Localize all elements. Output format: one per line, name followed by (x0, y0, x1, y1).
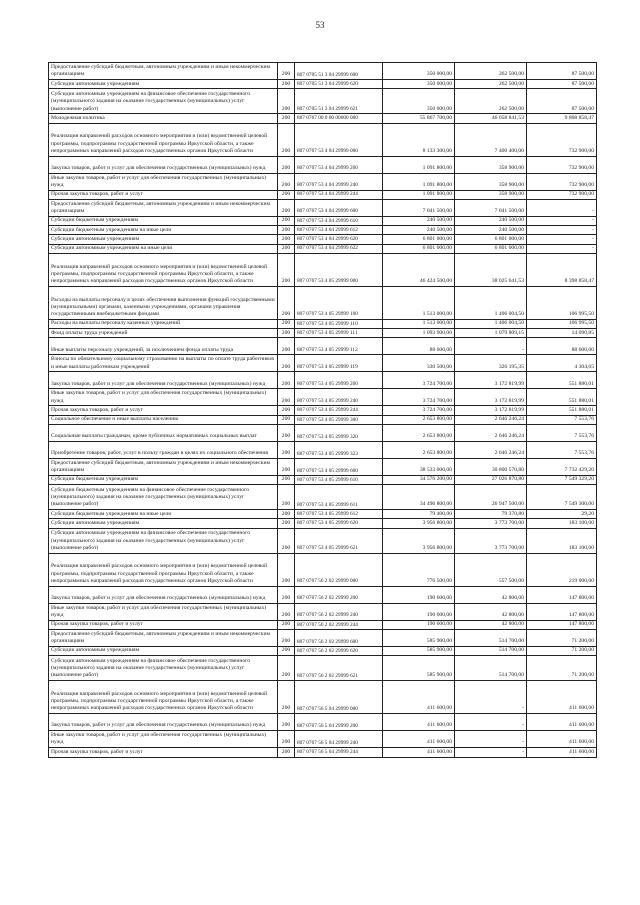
table-row (49, 156, 597, 173)
budget-classification-code-cell: 807 0707 53 4 04 29999 622 (295, 244, 383, 253)
executed-amount-cell: 42 800,00 (455, 620, 527, 629)
approved-amount-cell: 2 653 800,00 (383, 415, 455, 424)
table-row (49, 253, 597, 286)
budget-classification-code-cell: 807 0707 56 2 02 29999 000 (295, 553, 383, 586)
executed-amount-cell: 240 500,00 (455, 216, 527, 225)
expense-name-cell: Иные закупки товаров, работ и услуг для обеспечения государственных (муниципальных) нужд (49, 389, 278, 406)
budget-classification-code-cell: 807 0707 53 4 05 29999 112 (295, 338, 383, 355)
table-row (49, 199, 597, 216)
executed-amount-cell: 42 800,00 (455, 603, 527, 620)
budget-classification-code-cell: 807 0707 53 4 05 29999 300 (295, 415, 383, 424)
budget-classification-code-cell: 807 0705 51 3 04 29999 600 (295, 63, 383, 80)
budget-execution-table (48, 62, 597, 758)
unexecuted-amount-cell: 8 398 858,47 (527, 253, 597, 286)
approved-amount-cell: 350 000,00 (383, 80, 455, 89)
expense-name-cell: Социальное обеспечение и иные выплаты населению (49, 415, 278, 424)
approved-amount-cell: 7 041 500,00 (383, 199, 455, 216)
line-code-cell: 200 (278, 123, 295, 156)
expense-name-cell: Субсидии автономным учреждениям (49, 235, 278, 244)
unexecuted-amount-cell: 7 549 300,00 (527, 485, 597, 510)
approved-amount-cell: 190 600,00 (383, 586, 455, 603)
unexecuted-amount-cell: - (527, 216, 597, 225)
approved-amount-cell: 190 600,00 (383, 620, 455, 629)
budget-classification-code-cell: 807 0707 53 4 04 29999 610 (295, 216, 383, 225)
unexecuted-amount-cell: 411 600,00 (527, 714, 597, 731)
unexecuted-amount-cell: 87 500,00 (527, 63, 597, 80)
table-row (49, 235, 597, 244)
budget-classification-code-cell: 807 0707 53 4 05 29999 240 (295, 389, 383, 406)
unexecuted-amount-cell: 147 800,00 (527, 603, 597, 620)
budget-classification-code-cell: 807 0707 53 4 04 29999 000 (295, 123, 383, 156)
executed-amount-cell: 514 700,00 (455, 629, 527, 646)
budget-classification-code-cell: 807 0707 53 4 05 29999 100 (295, 286, 383, 319)
line-code-cell: 200 (278, 586, 295, 603)
budget-classification-code-cell: 807 0707 53 4 05 29999 200 (295, 372, 383, 389)
unexecuted-amount-cell: 106 995,50 (527, 319, 597, 328)
approved-amount-cell: 190 600,00 (383, 603, 455, 620)
expense-name-cell: Прочая закупка товаров, работ и услуг (49, 406, 278, 415)
approved-amount-cell: 1 091 800,00 (383, 156, 455, 173)
line-code-cell: 200 (278, 553, 295, 586)
table-row (49, 286, 597, 319)
table-row (49, 319, 597, 328)
executed-amount-cell: 7 041 500,00 (455, 199, 527, 216)
executed-amount-cell: 326 195,35 (455, 355, 527, 372)
line-code-cell: 200 (278, 714, 295, 731)
budget-classification-code-cell: 807 0707 53 4 05 29999 610 (295, 475, 383, 484)
line-code-cell: 200 (278, 319, 295, 328)
budget-classification-code-cell: 807 0707 53 4 04 29999 620 (295, 235, 383, 244)
approved-amount-cell: 411 600,00 (383, 681, 455, 714)
approved-amount-cell: 3 956 800,00 (383, 528, 455, 553)
approved-amount-cell: 330 500,00 (383, 355, 455, 372)
executed-amount-cell: - (455, 714, 527, 731)
budget-classification-code-cell: 807 0707 53 4 04 29999 240 (295, 173, 383, 190)
line-code-cell: 200 (278, 389, 295, 406)
approved-amount-cell: 55 867 700,00 (383, 114, 455, 123)
unexecuted-amount-cell: 9 808 858,47 (527, 114, 597, 123)
expense-name-cell: Субсидии автономным учреждениям на финансовое обеспечение государственного (муниципального) задания на оказание государственных (муниципальных) услуг (выполнение работ) (49, 89, 278, 114)
line-code-cell: 200 (278, 216, 295, 225)
budget-classification-code-cell: 807 0707 56 5 04 29999 240 (295, 731, 383, 748)
budget-classification-code-cell: 807 0707 53 4 05 29999 320 (295, 424, 383, 441)
table-row (49, 226, 597, 235)
unexecuted-amount-cell: 732 900,00 (527, 173, 597, 190)
executed-amount-cell: 1 406 004,50 (455, 286, 527, 319)
budget-classification-code-cell: 807 0707 53 4 05 29999 110 (295, 319, 383, 328)
table-row (49, 424, 597, 441)
unexecuted-amount-cell: 71 200,00 (527, 656, 597, 681)
approved-amount-cell: 2 653 800,00 (383, 424, 455, 441)
approved-amount-cell: 1 513 000,00 (383, 319, 455, 328)
expense-name-cell: Закупка товаров, работ и услуг для обеспечения государственных (муниципальных) нужд (49, 586, 278, 603)
approved-amount-cell: 240 500,00 (383, 216, 455, 225)
expense-name-cell: Закупка товаров, работ и услуг для обеспечения государственных (муниципальных) нужд (49, 714, 278, 731)
approved-amount-cell: 350 000,00 (383, 63, 455, 80)
unexecuted-amount-cell: 551 880,01 (527, 406, 597, 415)
approved-amount-cell: 88 600,00 (383, 338, 455, 355)
expense-name-cell: Субсидии автономным учреждениям (49, 80, 278, 89)
executed-amount-cell: 2 646 246,24 (455, 424, 527, 441)
executed-amount-cell: 27 026 870,80 (455, 475, 527, 484)
expense-name-cell: Прочая закупка товаров, работ и услуг (49, 620, 278, 629)
table-row (49, 681, 597, 714)
executed-amount-cell: 7 400 400,00 (455, 123, 527, 156)
budget-classification-code-cell: 807 0707 53 4 04 29999 612 (295, 226, 383, 235)
unexecuted-amount-cell: - (527, 226, 597, 235)
table-row (49, 190, 597, 199)
budget-classification-code-cell: 807 0707 53 4 05 29999 323 (295, 441, 383, 458)
expense-name-cell: Субсидии бюджетным учреждениям на финансовое обеспечение государственного (муниципального) задания на оказание государственных (муниципальных) услуг (выполнение работ) (49, 485, 278, 510)
approved-amount-cell: 1 513 000,00 (383, 286, 455, 319)
executed-amount-cell: 3 773 700,00 (455, 519, 527, 528)
unexecuted-amount-cell: 411 600,00 (527, 748, 597, 757)
executed-amount-cell: 3 172 819,99 (455, 389, 527, 406)
expense-name-cell: Иные выплаты персоналу учреждений, за исключением фонда оплаты труда (49, 338, 278, 355)
line-code-cell: 200 (278, 199, 295, 216)
unexecuted-amount-cell: 732 900,00 (527, 190, 597, 199)
executed-amount-cell: - (455, 748, 527, 757)
budget-classification-code-cell: 807 0707 53 4 04 29999 200 (295, 156, 383, 173)
unexecuted-amount-cell: 732 900,00 (527, 123, 597, 156)
budget-classification-code-cell: 807 0707 56 2 02 29999 244 (295, 620, 383, 629)
executed-amount-cell: 3 172 819,99 (455, 406, 527, 415)
unexecuted-amount-cell: 7 553,76 (527, 441, 597, 458)
approved-amount-cell: 34 576 200,00 (383, 475, 455, 484)
table-row (49, 389, 597, 406)
expense-name-cell: Субсидии автономным учреждениям на иные цели (49, 244, 278, 253)
approved-amount-cell: 3 724 700,00 (383, 406, 455, 415)
table-row (49, 620, 597, 629)
table-row (49, 80, 597, 89)
table-row (49, 586, 597, 603)
approved-amount-cell: 585 900,00 (383, 629, 455, 646)
approved-amount-cell: 3 724 700,00 (383, 389, 455, 406)
line-code-cell: 200 (278, 226, 295, 235)
budget-classification-code-cell: 807 0707 53 4 05 29999 600 (295, 458, 383, 475)
line-code-cell: 200 (278, 528, 295, 553)
unexecuted-amount-cell: 87 500,00 (527, 89, 597, 114)
budget-classification-code-cell: 807 0707 00 0 00 00000 000 (295, 114, 383, 123)
approved-amount-cell: 46 424 500,00 (383, 253, 455, 286)
line-code-cell: 200 (278, 681, 295, 714)
table-row (49, 629, 597, 646)
executed-amount-cell: 1 079 809,15 (455, 329, 527, 338)
budget-classification-code-cell: 807 0707 53 4 05 29999 119 (295, 355, 383, 372)
table-row (49, 406, 597, 415)
executed-amount-cell: 514 700,00 (455, 656, 527, 681)
table-row (49, 656, 597, 681)
expense-name-cell: Приобретение товаров, работ, услуг в пользу граждан в целях их социального обеспечения (49, 441, 278, 458)
unexecuted-amount-cell: 411 600,00 (527, 731, 597, 748)
budget-classification-code-cell: 807 0707 56 2 02 29999 200 (295, 586, 383, 603)
line-code-cell: 200 (278, 253, 295, 286)
budget-classification-code-cell: 807 0707 53 4 05 29999 000 (295, 253, 383, 286)
line-code-cell: 200 (278, 475, 295, 484)
budget-classification-code-cell: 807 0707 53 4 05 29999 244 (295, 406, 383, 415)
page-number: 53 (315, 20, 325, 30)
executed-amount-cell: 557 500,00 (455, 553, 527, 586)
executed-amount-cell: 262 500,00 (455, 63, 527, 80)
approved-amount-cell: 38 533 000,00 (383, 458, 455, 475)
line-code-cell: 200 (278, 519, 295, 528)
executed-amount-cell: - (455, 681, 527, 714)
budget-classification-code-cell: 807 0705 51 3 04 29999 620 (295, 80, 383, 89)
line-code-cell: 200 (278, 235, 295, 244)
approved-amount-cell: 240 500,00 (383, 226, 455, 235)
unexecuted-amount-cell: 106 995,50 (527, 286, 597, 319)
line-code-cell: 200 (278, 406, 295, 415)
expense-name-cell: Предоставление субсидий бюджетным, автономным учреждениям и иным некоммерческим организациям (49, 629, 278, 646)
unexecuted-amount-cell: - (527, 199, 597, 216)
line-code-cell: 200 (278, 656, 295, 681)
executed-amount-cell: 38 025 641,53 (455, 253, 527, 286)
expense-name-cell: Закупка товаров, работ и услуг для обеспечения государственных (муниципальных) нужд (49, 372, 278, 389)
expense-name-cell: Реализация направлений расходов основного мероприятия и (или) ведомственной целевой программы, подпрограммы государственной программы Иркутской области, а также непрограммных направлений расходов государственных органов Иркутской области (49, 681, 278, 714)
budget-classification-code-cell: 807 0707 56 2 02 29999 621 (295, 656, 383, 681)
executed-amount-cell: 30 800 570,80 (455, 458, 527, 475)
approved-amount-cell: 3 724 700,00 (383, 372, 455, 389)
unexecuted-amount-cell: 7 732 429,20 (527, 458, 597, 475)
expense-name-cell: Молодежная политика (49, 114, 278, 123)
table-row (49, 89, 597, 114)
expense-name-cell: Иные закупки товаров, работ и услуг для обеспечения государственных (муниципальных) нужд (49, 731, 278, 748)
budget-classification-code-cell: 807 0707 56 5 04 29999 244 (295, 748, 383, 757)
unexecuted-amount-cell: 183 100,00 (527, 528, 597, 553)
budget-classification-code-cell: 807 0707 53 4 04 29999 244 (295, 190, 383, 199)
executed-amount-cell: 26 947 500,00 (455, 485, 527, 510)
executed-amount-cell: - (455, 338, 527, 355)
approved-amount-cell: 350 000,00 (383, 89, 455, 114)
expense-name-cell: Иные закупки товаров, работ и услуг для обеспечения государственных (муниципальных) нужд (49, 173, 278, 190)
table-row (49, 519, 597, 528)
table-row (49, 528, 597, 553)
expense-name-cell: Субсидии автономным учреждениям (49, 519, 278, 528)
approved-amount-cell: 6 801 000,00 (383, 244, 455, 253)
line-code-cell: 200 (278, 173, 295, 190)
line-code-cell: 200 (278, 620, 295, 629)
unexecuted-amount-cell: 183 100,00 (527, 519, 597, 528)
budget-classification-code-cell: 807 0707 56 5 04 29999 200 (295, 714, 383, 731)
line-code-cell: 200 (278, 80, 295, 89)
approved-amount-cell: 1 091 800,00 (383, 190, 455, 199)
unexecuted-amount-cell: 71 200,00 (527, 646, 597, 655)
approved-amount-cell: 585 900,00 (383, 656, 455, 681)
budget-classification-code-cell: 807 0707 53 4 05 29999 611 (295, 485, 383, 510)
table-row (49, 329, 597, 338)
executed-amount-cell: 79 370,80 (455, 510, 527, 519)
expense-name-cell: Взносы по обязательному социальному страхованию на выплаты по оплате труда работников и иные выплаты работникам учреждений (49, 355, 278, 372)
approved-amount-cell: 2 653 800,00 (383, 441, 455, 458)
budget-classification-code-cell: 807 0707 56 2 02 29999 600 (295, 629, 383, 646)
unexecuted-amount-cell: - (527, 235, 597, 244)
unexecuted-amount-cell: 411 600,00 (527, 681, 597, 714)
expense-name-cell: Субсидии бюджетным учреждениям (49, 475, 278, 484)
table-row (49, 63, 597, 80)
approved-amount-cell: 411 600,00 (383, 748, 455, 757)
table-row (49, 553, 597, 586)
unexecuted-amount-cell: 29,20 (527, 510, 597, 519)
expense-name-cell: Предоставление субсидий бюджетным, автономным учреждениям и иным некоммерческим организациям (49, 458, 278, 475)
executed-amount-cell: 358 900,00 (455, 190, 527, 199)
budget-classification-code-cell: 807 0705 51 3 04 29999 621 (295, 89, 383, 114)
budget-classification-code-cell: 807 0707 56 2 02 29999 240 (295, 603, 383, 620)
line-code-cell: 200 (278, 244, 295, 253)
expense-name-cell: Расходы на выплаты персоналу в целях обеспечения выполнения функций государственными (муниципальными) органами, казенными учреждениями, органами управления государственными внебюджетными фондами (49, 286, 278, 319)
approved-amount-cell: 3 956 800,00 (383, 519, 455, 528)
table-row (49, 415, 597, 424)
table-row (49, 748, 597, 757)
line-code-cell: 200 (278, 355, 295, 372)
executed-amount-cell: 3 773 700,00 (455, 528, 527, 553)
table-row (49, 372, 597, 389)
line-code-cell: 200 (278, 731, 295, 748)
budget-classification-code-cell: 807 0707 56 2 02 29999 620 (295, 646, 383, 655)
approved-amount-cell: 411 600,00 (383, 731, 455, 748)
approved-amount-cell: 8 133 300,00 (383, 123, 455, 156)
unexecuted-amount-cell: 7 553,76 (527, 424, 597, 441)
executed-amount-cell: 3 172 819,99 (455, 372, 527, 389)
line-code-cell: 200 (278, 748, 295, 757)
expense-name-cell: Субсидии бюджетным учреждениям (49, 216, 278, 225)
approved-amount-cell: 79 400,00 (383, 510, 455, 519)
approved-amount-cell: 776 500,00 (383, 553, 455, 586)
executed-amount-cell: 6 801 000,00 (455, 244, 527, 253)
table-row (49, 603, 597, 620)
approved-amount-cell: 585 900,00 (383, 646, 455, 655)
executed-amount-cell: 2 646 246,24 (455, 441, 527, 458)
executed-amount-cell: 262 500,00 (455, 89, 527, 114)
line-code-cell: 200 (278, 114, 295, 123)
unexecuted-amount-cell: 551 880,01 (527, 372, 597, 389)
line-code-cell: 200 (278, 646, 295, 655)
table-row (49, 731, 597, 748)
line-code-cell: 200 (278, 441, 295, 458)
line-code-cell: 200 (278, 190, 295, 199)
unexecuted-amount-cell: 147 800,00 (527, 620, 597, 629)
line-code-cell: 200 (278, 485, 295, 510)
unexecuted-amount-cell: 87 500,00 (527, 80, 597, 89)
budget-classification-code-cell: 807 0707 53 4 04 29999 600 (295, 199, 383, 216)
table-row (49, 173, 597, 190)
expense-name-cell: Закупка товаров, работ и услуг для обеспечения государственных (муниципальных) нужд (49, 156, 278, 173)
approved-amount-cell: 1 093 900,00 (383, 329, 455, 338)
line-code-cell: 200 (278, 372, 295, 389)
budget-classification-code-cell: 807 0707 53 4 05 29999 621 (295, 528, 383, 553)
approved-amount-cell: 6 801 000,00 (383, 235, 455, 244)
approved-amount-cell: 34 496 800,00 (383, 485, 455, 510)
table-row (49, 355, 597, 372)
expense-name-cell: Субсидии бюджетным учреждениям на иные цели (49, 510, 278, 519)
unexecuted-amount-cell: 88 600,00 (527, 338, 597, 355)
executed-amount-cell: 514 700,00 (455, 646, 527, 655)
unexecuted-amount-cell: 732 900,00 (527, 156, 597, 173)
unexecuted-amount-cell: - (527, 244, 597, 253)
table-row (49, 338, 597, 355)
expense-name-cell: Социальные выплаты гражданам, кроме публичных нормативных социальных выплат (49, 424, 278, 441)
expense-name-cell: Прочая закупка товаров, работ и услуг (49, 190, 278, 199)
table-row (49, 123, 597, 156)
unexecuted-amount-cell: 71 200,00 (527, 629, 597, 646)
line-code-cell: 200 (278, 510, 295, 519)
unexecuted-amount-cell: 551 880,01 (527, 389, 597, 406)
budget-classification-code-cell: 807 0707 53 4 05 29999 111 (295, 329, 383, 338)
table-row (49, 458, 597, 475)
executed-amount-cell: 262 500,00 (455, 80, 527, 89)
line-code-cell: 200 (278, 156, 295, 173)
line-code-cell: 200 (278, 424, 295, 441)
budget-classification-code-cell: 807 0707 56 5 04 29999 000 (295, 681, 383, 714)
expense-name-cell: Расходы на выплаты персоналу казенных учреждений (49, 319, 278, 328)
unexecuted-amount-cell: 147 800,00 (527, 586, 597, 603)
expense-name-cell: Субсидии автономным учреждениям на финансовое обеспечение государственного (муниципального) задания на оказание государственных (муниципальных) услуг (выполнение работ) (49, 656, 278, 681)
table-row (49, 244, 597, 253)
line-code-cell: 200 (278, 338, 295, 355)
approved-amount-cell: 1 091 800,00 (383, 173, 455, 190)
table-row (49, 485, 597, 510)
table-row (49, 714, 597, 731)
executed-amount-cell: - (455, 731, 527, 748)
unexecuted-amount-cell: 7 549 329,20 (527, 475, 597, 484)
table-row (49, 441, 597, 458)
line-code-cell: 200 (278, 63, 295, 80)
line-code-cell: 200 (278, 458, 295, 475)
executed-amount-cell: 42 800,00 (455, 586, 527, 603)
executed-amount-cell: 6 801 000,00 (455, 235, 527, 244)
unexecuted-amount-cell: 7 553,76 (527, 415, 597, 424)
line-code-cell: 200 (278, 629, 295, 646)
line-code-cell: 200 (278, 603, 295, 620)
executed-amount-cell: 46 058 841,53 (455, 114, 527, 123)
executed-amount-cell: 1 406 004,50 (455, 319, 527, 328)
expense-name-cell: Прочая закупка товаров, работ и услуг (49, 748, 278, 757)
unexecuted-amount-cell: 219 000,00 (527, 553, 597, 586)
expense-name-cell: Иные закупки товаров, работ и услуг для обеспечения государственных (муниципальных) нужд (49, 603, 278, 620)
expense-name-cell: Субсидии автономным учреждениям на финансовое обеспечение государственного (муниципального) задания на оказание государственных (муниципальных) услуг (выполнение работ) (49, 528, 278, 553)
expense-name-cell: Субсидии автономным учреждениям (49, 646, 278, 655)
table-row (49, 646, 597, 655)
expense-name-cell: Реализация направлений расходов основного мероприятия и (или) ведомственной целевой программы, подпрограммы государственной программы Иркутской области, а также непрограммных направлений расходов государственных органов Иркутской области (49, 553, 278, 586)
line-code-cell: 200 (278, 415, 295, 424)
expense-name-cell: Реализация направлений расходов основного мероприятия и (или) ведомственной целевой программы, подпрограммы государственной программы Иркутской области, а также непрограммных направлений расходов государственных органов Иркутской области (49, 123, 278, 156)
executed-amount-cell: 358 900,00 (455, 156, 527, 173)
expense-name-cell: Реализация направлений расходов основного мероприятия и (или) ведомственной целевой программы, подпрограммы государственной программы Иркутской области, а также непрограммных направлений расходов государственных органов Иркутской области (49, 253, 278, 286)
approved-amount-cell: 411 600,00 (383, 714, 455, 731)
line-code-cell: 200 (278, 329, 295, 338)
executed-amount-cell: 358 900,00 (455, 173, 527, 190)
table-body (49, 63, 597, 758)
line-code-cell: 200 (278, 286, 295, 319)
table-row (49, 475, 597, 484)
table-row (49, 114, 597, 123)
line-code-cell: 200 (278, 89, 295, 114)
budget-classification-code-cell: 807 0707 53 4 05 29999 612 (295, 510, 383, 519)
table-row (49, 510, 597, 519)
expense-name-cell: Предоставление субсидий бюджетным, автономным учреждениям и иным некоммерческим организациям (49, 63, 278, 80)
expense-name-cell: Фонд оплаты труда учреждений (49, 329, 278, 338)
executed-amount-cell: 2 646 246,24 (455, 415, 527, 424)
expense-name-cell: Субсидии бюджетным учреждениям на иные цели (49, 226, 278, 235)
executed-amount-cell: 240 500,00 (455, 226, 527, 235)
unexecuted-amount-cell: 14 090,85 (527, 329, 597, 338)
unexecuted-amount-cell: 4 304,65 (527, 355, 597, 372)
expense-name-cell: Предоставление субсидий бюджетным, автономным учреждениям и иным некоммерческим организациям (49, 199, 278, 216)
budget-classification-code-cell: 807 0707 53 4 05 29999 620 (295, 519, 383, 528)
table-row (49, 216, 597, 225)
